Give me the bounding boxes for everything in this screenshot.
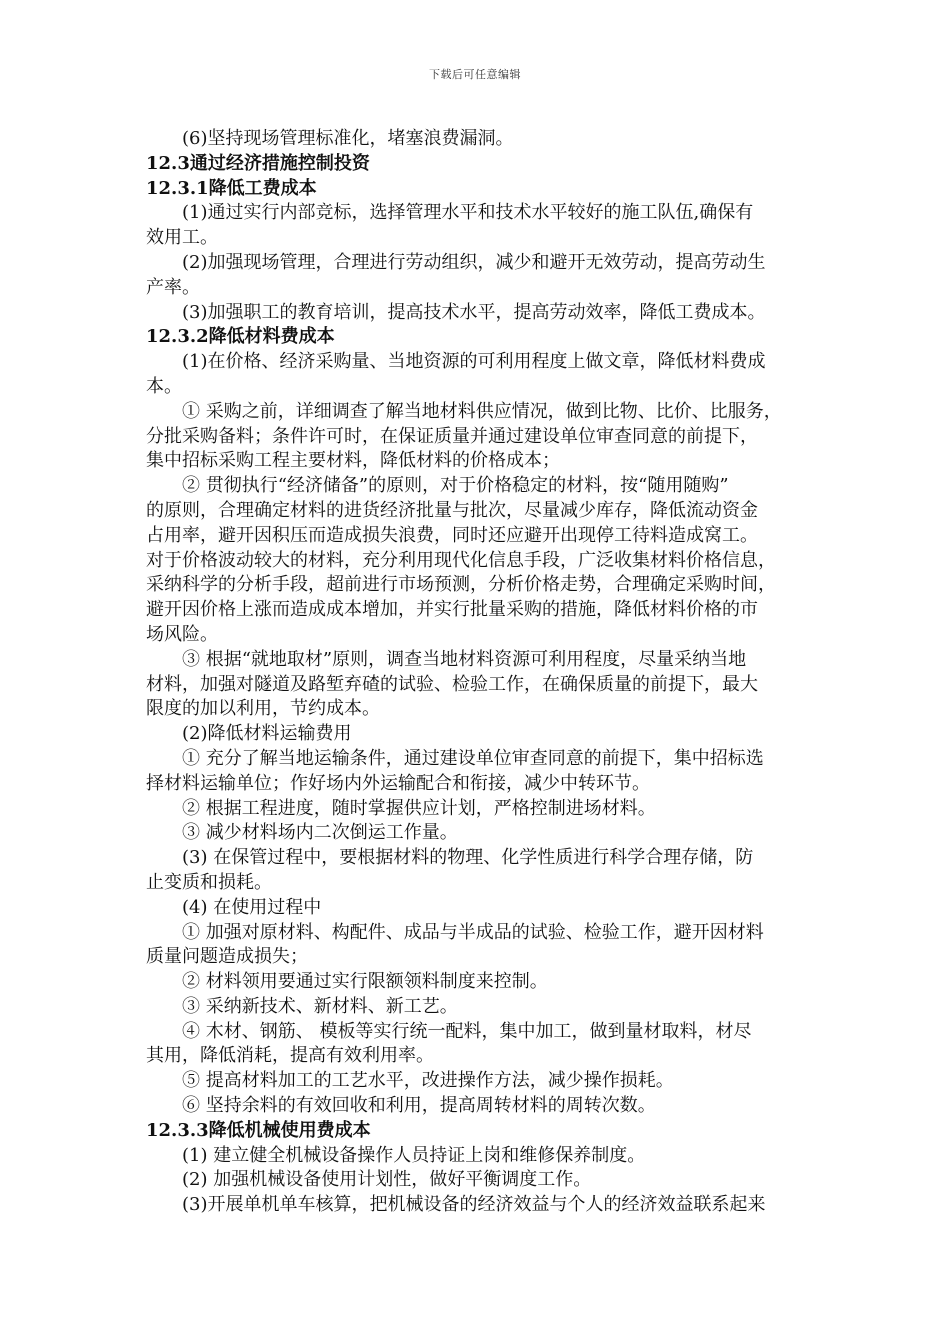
paragraph-line: ④ 木材、钢筋、 模板等实行统一配料，集中加工，做到量材取料，材尽 (182, 1020, 752, 1042)
paragraph-line: ③ 采纳新技术、新材料、新工艺。 (182, 995, 458, 1017)
paragraph-line: 择材料运输单位；作好场内外运输配合和衔接，减少中转环节。 (146, 772, 650, 794)
paragraph-line: 本。 (146, 375, 182, 397)
section-heading: 12.3.3降低机械使用费成本 (146, 1119, 371, 1141)
paragraph-line: (6)坚持现场管理标准化，堵塞浪费漏洞。 (182, 128, 514, 149)
paragraph-line: ① 加强对原材料、构配件、成品与半成品的试验、检验工作，避开因材料 (182, 921, 764, 943)
paragraph-line: (2)降低材料运输费用 (182, 723, 352, 745)
paragraph-line: 场风险。 (146, 623, 218, 645)
document-body (146, 127, 814, 1218)
paragraph-line: 避开因价格上涨而造成成本增加，并实行批量采购的措施，降低材料价格的市 (146, 599, 758, 621)
paragraph-line: 的原则，合理确定材料的进货经济批量与批次，尽量减少库存，降低流动资金 (146, 499, 758, 521)
paragraph-line: 采纳科学的分析手段，超前进行市场预测，分析价格走势，合理确定采购时间， (146, 574, 776, 596)
paragraph-line: 其用，降低消耗，提高有效利用率。 (146, 1045, 434, 1067)
paragraph-line: ② 根据工程进度，随时掌握供应计划，严格控制进场材料。 (182, 797, 656, 819)
paragraph-line: 效用工。 (146, 227, 218, 249)
paragraph-line: (4) 在使用过程中 (182, 896, 322, 918)
paragraph-line: ⑥ 坚持余料的有效回收和利用，提高周转材料的周转次数。 (182, 1095, 656, 1117)
paragraph-line: ① 采购之前，详细调查了解当地材料供应情况，做到比物、比价、比服务， (182, 400, 782, 422)
paragraph-line: 集中招标采购工程主要材料，降低材料的价格成本； (146, 450, 560, 472)
paragraph-line: (2) 加强机械设备使用计划性，做好平衡调度工作。 (182, 1169, 592, 1191)
paragraph-line: ① 充分了解当地运输条件，通过建设单位审查同意的前提下，集中招标选 (182, 747, 764, 769)
paragraph-line: 对于价格波动较大的材料，充分利用现代化信息手段，广泛收集材料价格信息， (146, 549, 776, 571)
paragraph-line: 分批采购备料；条件许可时，在保证质量并通过建设单位审查同意的前提下， (146, 425, 758, 447)
paragraph-line: ② 材料领用要通过实行限额领料制度来控制。 (182, 971, 548, 993)
paragraph-line: 限度的加以利用，节约成本。 (146, 698, 380, 720)
paragraph-line: (1)在价格、经济采购量、当地资源的可利用程度上做文章，降低材料费成 (182, 351, 766, 373)
paragraph-line: 质量问题造成损失； (146, 946, 308, 968)
section-heading: 12.3.2降低材料费成本 (146, 326, 335, 348)
section-heading: 12.3通过经济措施控制投资 (146, 152, 370, 174)
paragraph-line: (3)开展单机单车核算，把机械设备的经济效益与个人的经济效益联系起来 (182, 1194, 766, 1216)
paragraph-line: 占用率，避开因积压而造成损失浪费，同时还应避开出现停工待料造成窝工。 (146, 524, 758, 546)
paragraph-line: (1)通过实行内部竞标，选择管理水平和技术水平较好的施工队伍,确保有 (182, 202, 754, 224)
paragraph-line: ② 贯彻执行“经济储备”的原则，对于价格稳定的材料，按“随用随购” (182, 475, 729, 497)
paragraph-line: 止变质和损耗。 (146, 871, 272, 893)
paragraph-line: ⑤ 提高材料加工的工艺水平，改进操作方法，减少操作损耗。 (182, 1070, 674, 1092)
paragraph-line: 材料，加强对隧道及路堑弃碴的试验、检验工作，在确保质量的前提下，最大 (146, 673, 758, 695)
paragraph-line: (1) 建立健全机械设备操作人员持证上岗和维修保养制度。 (182, 1144, 646, 1166)
page-header: 下载后可任意编辑 (429, 68, 521, 81)
paragraph-line: (2)加强现场管理，合理进行劳动组织，减少和避开无效劳动，提高劳动生 (182, 251, 766, 273)
paragraph-line: ③ 根据“就地取材”原则，调查当地材料资源可利用程度，尽量采纳当地 (182, 648, 747, 670)
paragraph-line: (3) 在保管过程中，要根据材料的物理、化学性质进行科学合理存储，防 (182, 847, 754, 869)
paragraph-line: 产率。 (146, 276, 200, 298)
paragraph-line: (3)加强职工的教育培训，提高技术水平，提高劳动效率，降低工费成本。 (182, 301, 766, 323)
paragraph-line: ③ 减少材料场内二次倒运工作量。 (182, 822, 458, 844)
section-heading: 12.3.1降低工费成本 (146, 177, 317, 199)
